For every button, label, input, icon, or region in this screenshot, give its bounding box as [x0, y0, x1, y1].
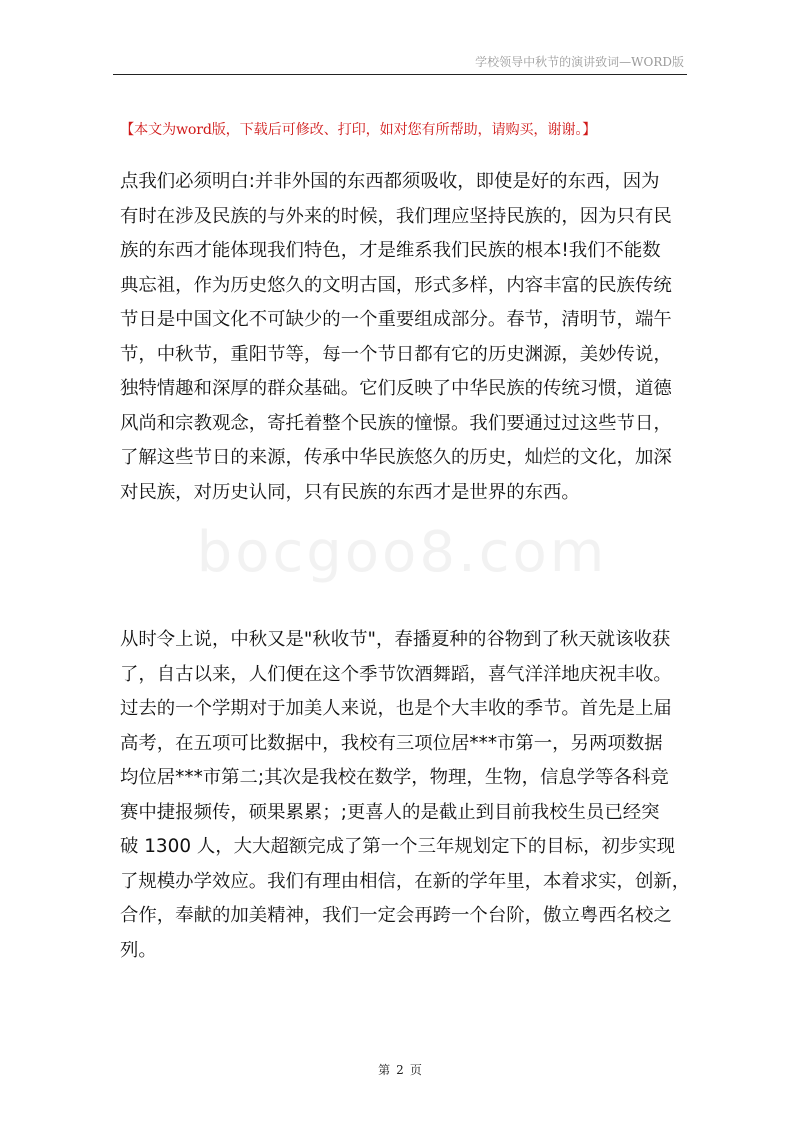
text-line: 列。 — [120, 939, 157, 961]
download-notice: 【本文为word版，下载后可修改、打印，如对您有所帮助，请购买，谢谢。】 — [120, 122, 597, 138]
text-line: 了规模办学效应。我们有理由相信，在新的学年里，本着求实，创新， — [120, 870, 691, 892]
text-line: 合作，奉献的加美精神，我们一定会再跨一个台阶，傲立粤西名校之 — [120, 905, 672, 926]
page-number: 2 — [396, 1063, 404, 1077]
text-line: 破 1300 人，大大超额完成了第一个三年规划定下的目标，初步实现 — [120, 836, 676, 857]
text-line: 族的东西才能体现我们特色，才是维系我们民族的根本!我们不能数 — [120, 240, 661, 261]
text-line: 从时令上说，中秋又是"秋收节"，春播夏种的谷物到了秋天就该收获 — [120, 629, 671, 650]
body-paragraph-1 — [120, 165, 672, 510]
text-line: 有时在涉及民族的与外来的时候，我们理应坚持民族的，因为只有民 — [120, 205, 672, 227]
text-line: 独特情趣和深厚的群众基础。它们反映了中华民族的传统习惯，道德 — [120, 378, 672, 399]
text-line: 赛中捷报频传，硕果累累；;更喜人的是截止到目前我校生员已经突 — [120, 801, 660, 823]
text-line: 过去的一个学期对于加美人来说，也是个大丰收的季节。首先是上届 — [120, 698, 672, 719]
page-footer — [0, 1061, 800, 1078]
text-line: 节，中秋节，重阳节等，每一个节日都有它的历史渊源，美妙传说， — [120, 343, 672, 365]
text-line: 对民族，对历史认同，只有民族的东西才是世界的东西。 — [120, 481, 580, 503]
text-line: 了解这些节日的来源，传承中华民族悠久的历史，灿烂的文化，加深 — [120, 447, 672, 468]
text-line: 高考，在五项可比数据中，我校有三项位居***市第一，另两项数据 — [120, 732, 663, 754]
running-header-title: 学校领导中秋节的演讲致词—WORD版 — [475, 55, 684, 69]
page-label-prefix: 第 — [378, 1063, 391, 1077]
header-divider — [113, 74, 687, 75]
text-line: 节日是中国文化不可缺少的一个重要组成部分。春节，清明节，端午 — [120, 309, 672, 330]
text-line: 均位居***市第二;其次是我校在数学，物理，生物，信息学等各科竞 — [120, 767, 669, 788]
text-line: 了，自古以来，人们便在这个季节饮酒舞蹈，喜气洋洋地庆祝丰收。 — [120, 663, 672, 685]
watermark-text: bocgoo8.com — [196, 520, 608, 585]
page-label-suffix: 页 — [409, 1063, 422, 1077]
text-line: 点我们必须明白:并非外国的东西都须吸收，即使是好的东西，因为 — [120, 171, 660, 192]
text-line: 风尚和宗教观念，寄托着整个民族的憧憬。我们要通过过这些节日， — [120, 412, 672, 434]
text-line: 典忘祖，作为历史悠久的文明古国，形式多样，内容丰富的民族传统 — [120, 274, 672, 296]
body-paragraph-2 — [120, 623, 690, 968]
